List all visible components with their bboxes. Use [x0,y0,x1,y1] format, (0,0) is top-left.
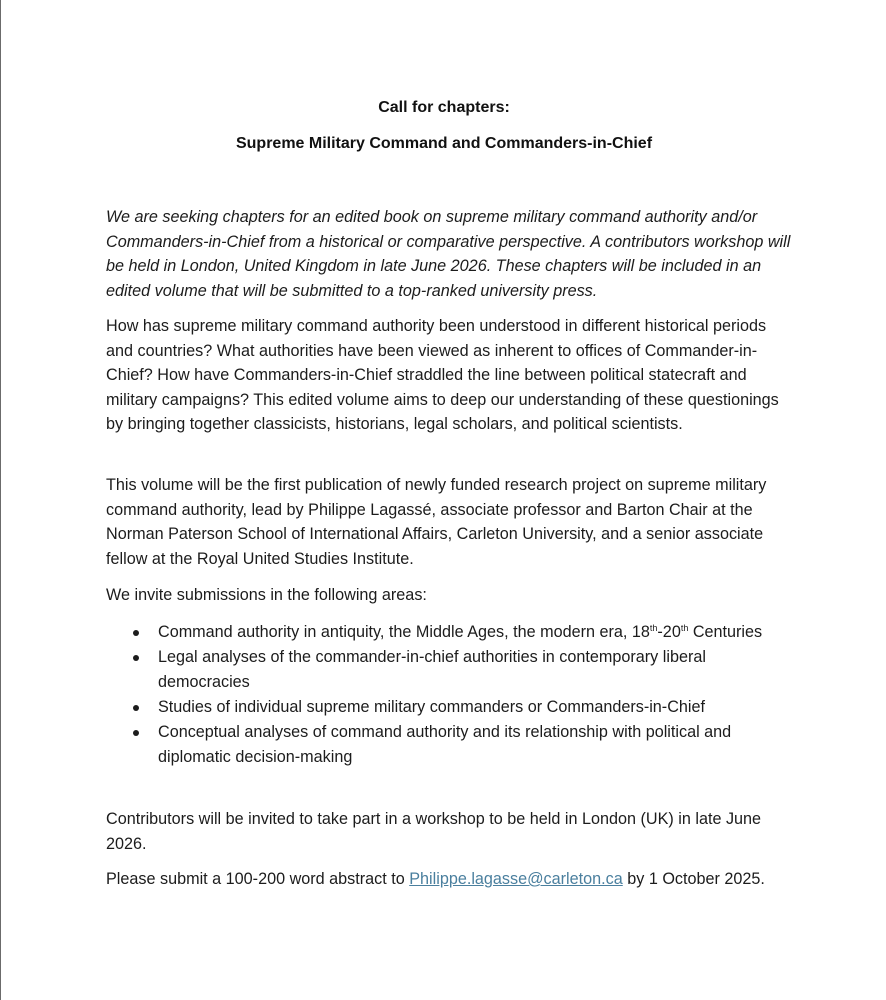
list-item [106,620,796,645]
intro-paragraph: We are seeking chapters for an edited book on supreme military command authority and/or Commanders-in-Chief from a historical or comparative perspective. A contributors workshop will be held in London, United Kingdom in late June 2026. These chapters will be included in an edited volume that will be submitted to a top-ranked university press. [106,208,791,300]
project-paragraph: This volume will be the first publication of newly funded research project on supreme military command authority, lead by Philippe Lagassé, associate professor and Barton Chair at the Norman Paterson School of International Affairs, Carleton University, and a senior associate fellow at the Royal United Studies Institute. [106,476,767,568]
list-item [106,645,796,695]
area-item-text: Centuries [688,623,763,641]
submission-paragraph [106,867,796,892]
call-heading: Call for chapters: [378,99,510,116]
workshop-paragraph: Contributors will be invited to take part in a workshop to be held in London (UK) in late June 2026. [106,810,762,853]
list-item [106,720,796,770]
submission-deadline: by 1 October 2025. [622,870,765,888]
area-item-text: -20 [657,623,681,641]
area-item-text: Studies of individual supreme military commanders or Commanders-in-Chief [158,698,705,716]
submission-areas-list [106,620,796,770]
superscript-th: th [649,623,658,633]
submission-text: Please submit a 100-200 word abstract to [106,870,410,888]
questions-paragraph: How has supreme military command authority been understood in different historical periods and countries? What authorities have been viewed as inherent to offices of Commander-in-Chief? How have Commanders-in-Chief straddled the line between political statecraft and military campaigns? This edited volume aims to deep our understanding of these questionings by bringing together classicists, historians, legal scholars, and political scientists. [106,317,779,434]
area-item-text: Command authority in antiquity, the Middle Ages, the modern era, 18 [158,623,650,641]
email-link[interactable]: Philippe.lagasse@carleton.ca [409,870,623,888]
book-title: Supreme Military Command and Commanders-in-Chief [235,135,653,152]
areas-intro: We invite submissions in the following areas: [106,586,427,604]
area-item-text: Conceptual analyses of command authority and its relationship with political and diplomatic decision-making [158,723,732,766]
area-item-text: Legal analyses of the commander-in-chief authorities in contemporary liberal democracies [158,648,706,691]
list-item [106,695,796,720]
superscript-th: th [680,623,689,633]
